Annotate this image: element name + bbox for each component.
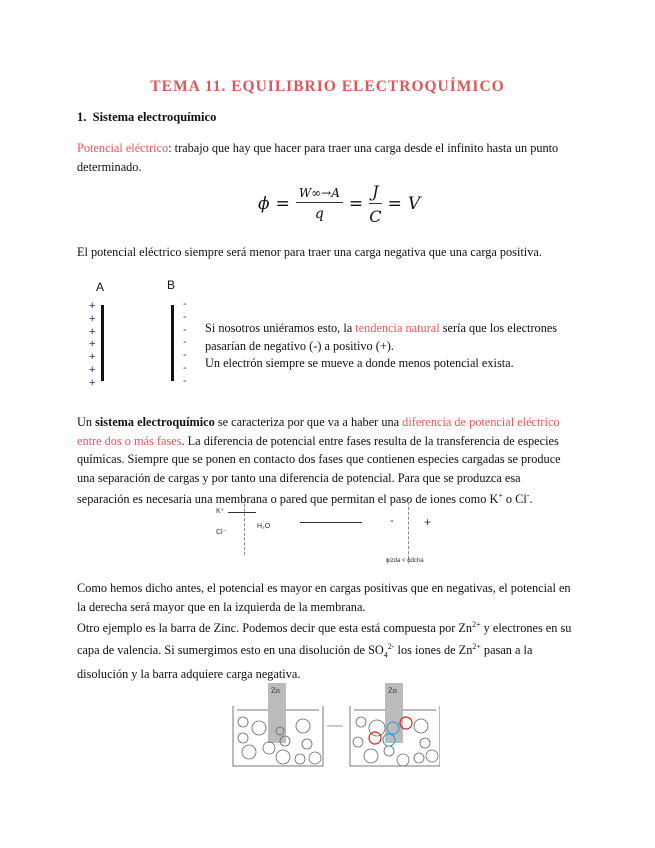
term: tendencia natural [355,321,440,335]
text: . La diferencia de potencial entre fases resulta de la transferencia de especies químicas. Siempre que se ponen en contacto dos fases que contienen especies cargadas se produce una separación de cargas y por tanto una diferencia de potencial. Para que se produzca esa separación es necesaria una membrana o pared que permitan el paso de iones como K [77,433,561,507]
minus-charge: - [183,349,187,362]
plus-charge: + [89,325,96,338]
negative-charges [183,298,187,388]
definition-text: : trabajo que hay que hacer para traer una carga desde el infinito hasta un punto determinado. [77,141,559,174]
plate-a [101,305,104,381]
fraction-work [296,186,343,222]
water: H₂O [257,523,271,530]
zn-label: Zn [388,686,397,695]
text: Si nosotros uniéramos esto, la [205,321,356,335]
sup: 2+ [472,620,481,630]
potential-formula [258,182,420,226]
text: o Cl [502,492,527,507]
plate-b [171,305,174,381]
plates-explanation [205,320,565,373]
text: . [529,492,533,507]
text: Como hemos dicho antes, el potencial es mayor en cargas positivas que en negativas, el potencial en la derecha será mayor que en la izquierda de la membrana. [77,581,571,614]
plus-charge: + [89,338,96,351]
zn-label: Zn [271,686,280,695]
equals: = [348,194,364,214]
text: Otro ejemplo es la barra de Zinc. Podemos decir que esta está compuesta por Zn [77,621,473,636]
text: Un electrón siempre se mueve a donde menos potencial exista. [205,356,514,370]
term: Potencial eléctrico [77,141,169,155]
arrow-icon [228,512,256,513]
text: sería que los electrones pasarían de negativo (-) a positivo (+). [205,321,558,353]
term: diferencia de potencial eléctrico entre dos o más fases [77,415,560,448]
plus-sign: + [424,515,432,529]
text: se caracteriza por que va a haber una [214,415,403,429]
numerator: W∞→A [296,186,343,203]
volt: V [407,194,421,214]
document-title: TEMA 11. EQUILIBRIO ELECTROQUÍMICO [150,78,505,95]
zinc-paragraph [77,579,572,684]
section-title: Sistema electroquímico [92,110,217,124]
minus-sign: - [390,515,394,527]
text: Un [77,415,96,429]
cl-ion: Cl⁻ [216,529,227,536]
zn-ion-red [369,732,381,744]
positive-charges [89,300,95,390]
denominator: q [314,206,324,222]
plus-charge: + [89,300,96,312]
sup: 2+ [472,641,481,651]
section-number: 1. [77,110,87,124]
text: los iones de Zn [394,642,473,657]
zinc-beakers-diagram [225,678,440,773]
sup: - [526,491,530,501]
phi: ϕ [258,194,270,214]
plus-charge: + [89,312,96,325]
membrane-diagram [200,495,460,575]
numerator: J [369,182,381,204]
sup: + [498,491,503,501]
membrane-right [408,497,409,559]
k-ion: K⁺ [216,508,225,515]
minus-charge: - [183,298,187,310]
statement: El potencial eléctrico siempre será menor para traer una carga negativa que una carga positiva. [77,245,542,259]
arrow-icon [300,522,362,523]
label-b: B [167,278,176,292]
plus-charge: + [89,363,96,376]
potential-relation: ϕizda < ϕdcha [386,558,424,564]
minus-charge: - [183,310,187,323]
label-a: A [96,280,105,294]
text: y electrones en su capa de valencia. Si sumergimos esto en una disolución de SO [77,621,572,657]
sup: 2- [387,641,395,651]
fraction-units [369,182,381,226]
definition-paragraph [77,139,572,176]
minus-charge: - [183,374,187,387]
equals: = [275,194,290,214]
section-heading [77,110,216,125]
minus-charge: - [183,361,187,374]
minus-charge: - [183,323,187,336]
plus-charge: + [89,351,96,364]
term: sistema electroquímico [95,415,215,429]
plus-charge: + [89,376,96,389]
minus-charge: - [183,336,187,349]
text: pasan a la disolución y la barra adquiere carga negativa. [77,642,533,682]
membrane-left [244,499,245,555]
sub: 4 [383,650,388,660]
equals: = [387,194,402,214]
denominator: C [369,207,382,226]
